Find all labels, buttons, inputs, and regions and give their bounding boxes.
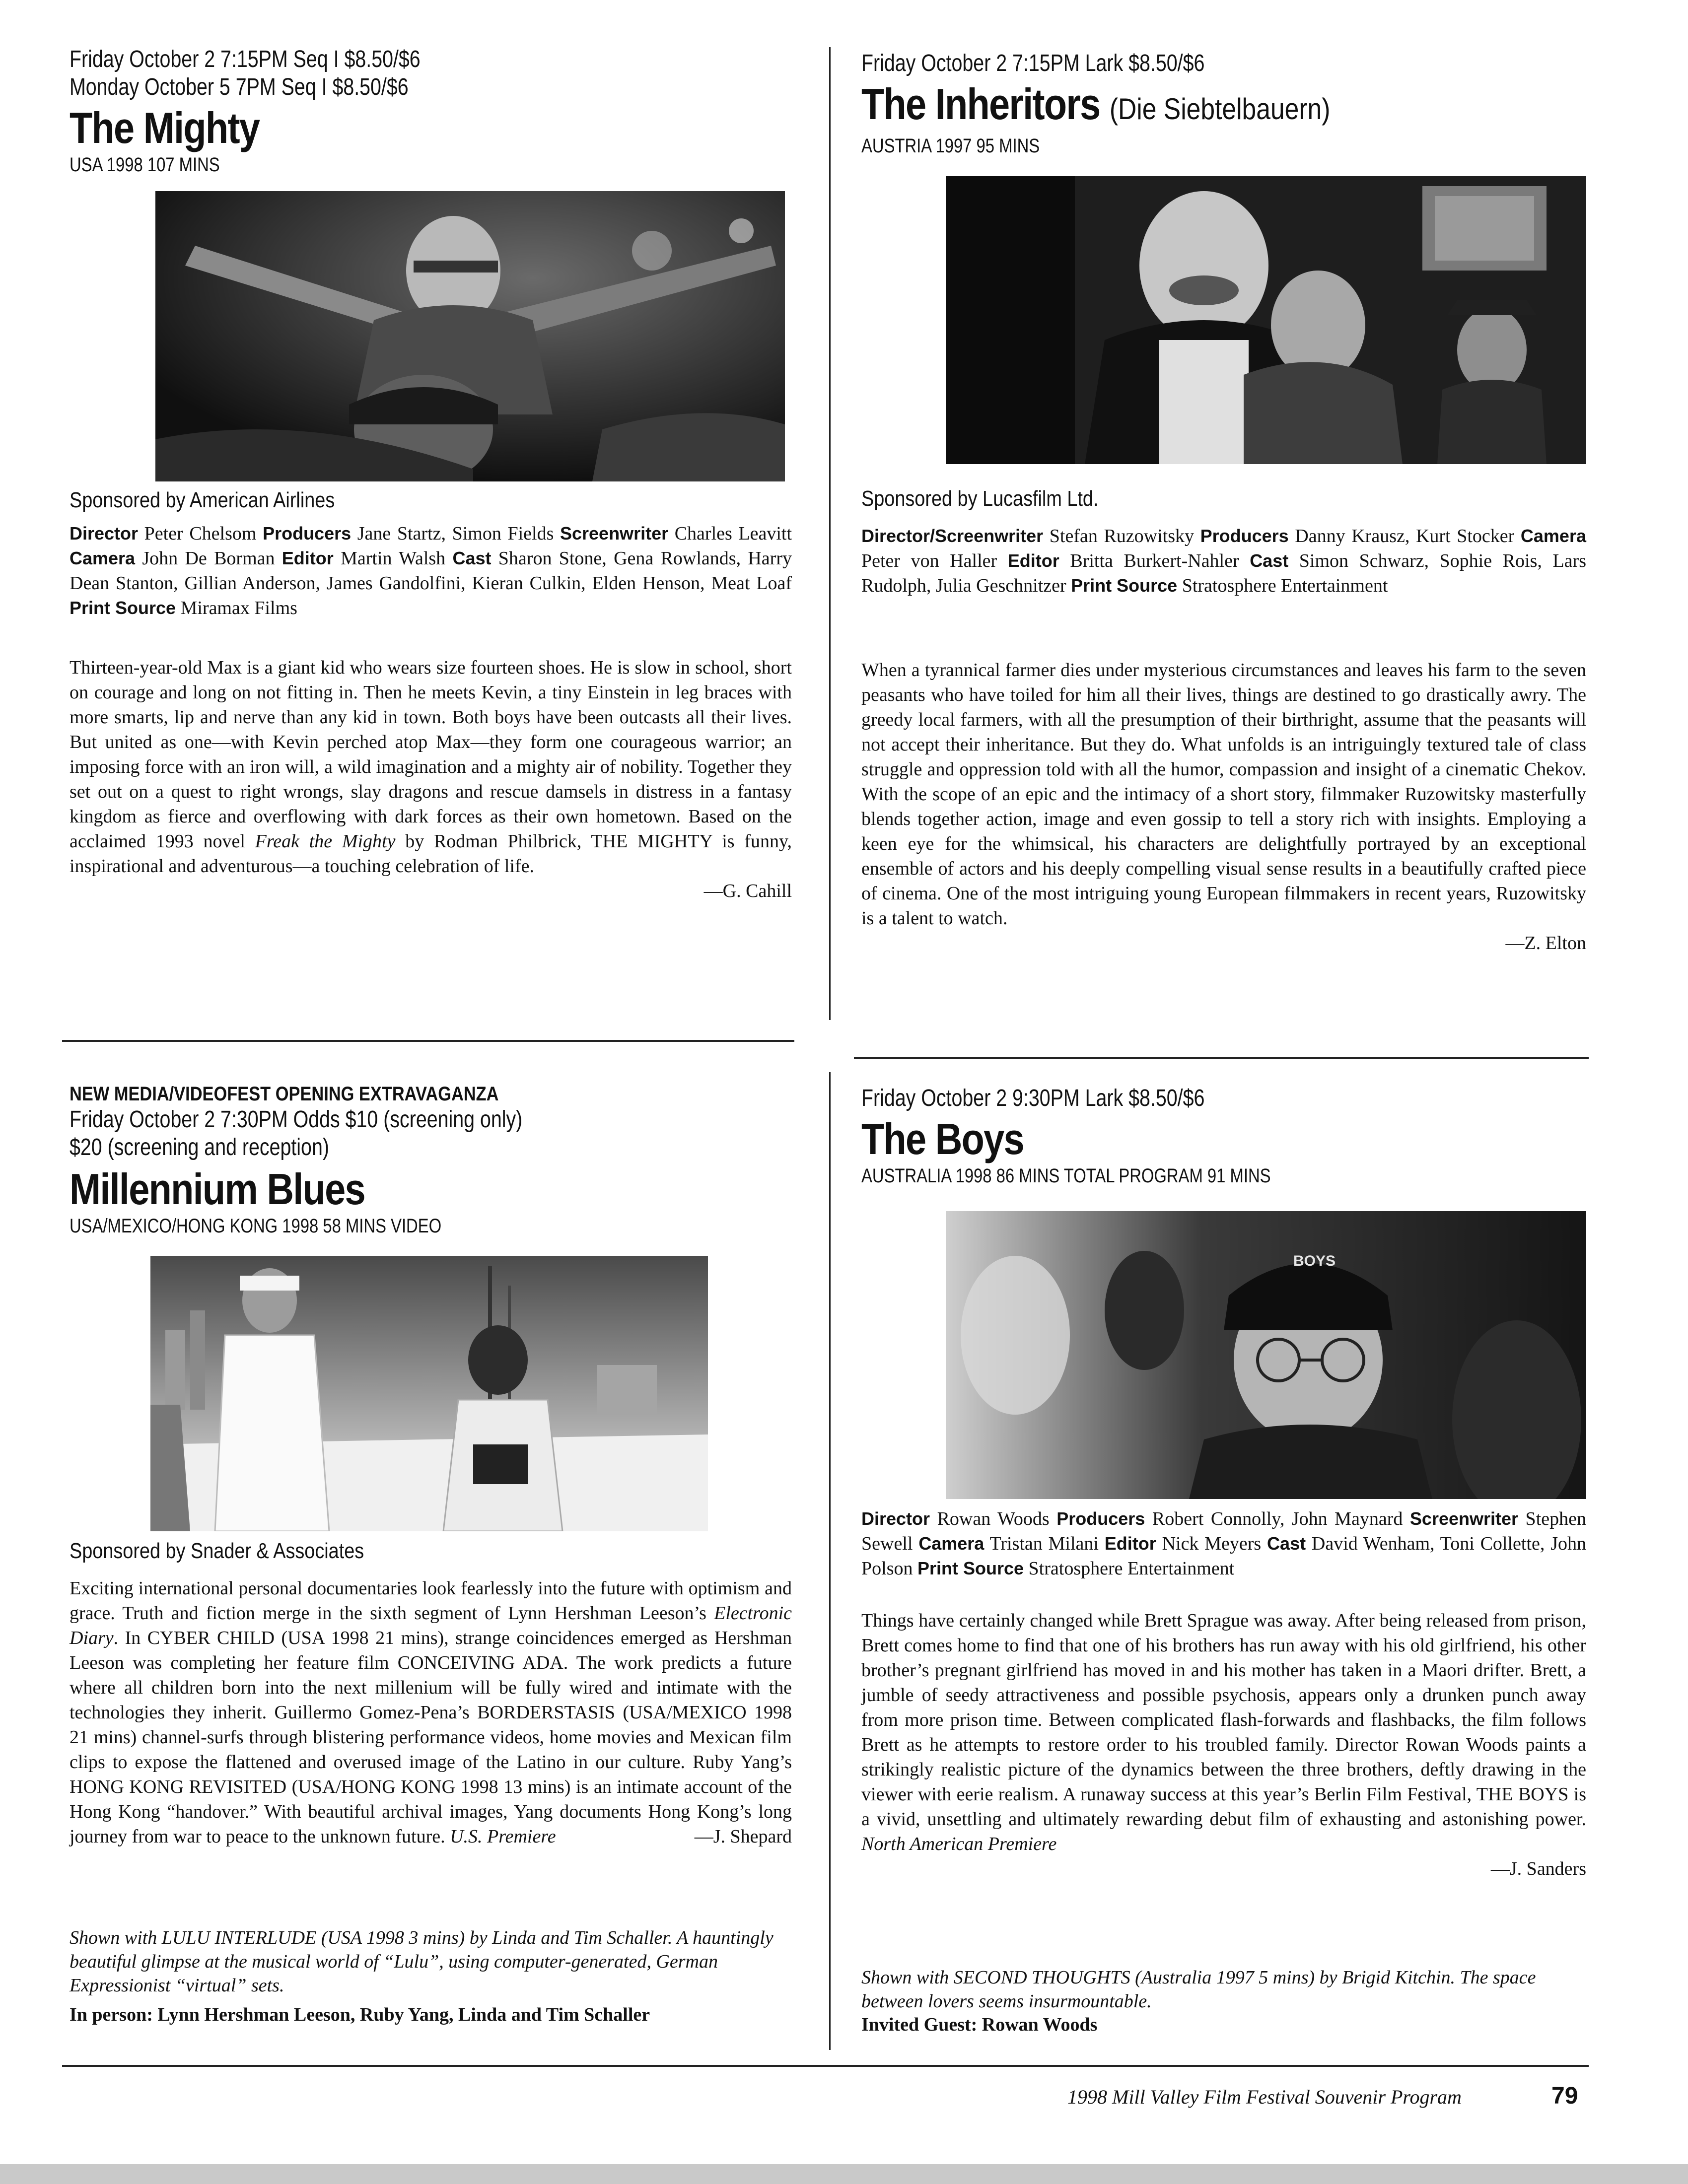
inheritors-header: [861, 50, 1586, 158]
credit-role-editor: Editor: [281, 548, 334, 568]
credit-value-director-screenwriter: Stefan Ruzowitsky: [1043, 526, 1200, 546]
mighty-synopsis-text-1: Thirteen-year-old Max is a giant kid who wears size fourteen shoes. He is slow in school, short on courage and long on not fitting in. Then he meets Kevin, a tiny Einstein in leg braces with more smarts, lip and nerve than any kid in town. Both boys have been outcasts all their lives. But united as one—with Kevin perched atop Max—they form one courageous warrior; an imposing force with an iron will, a wild imagination and a mighty air of nobility. Together they set out on a quest to right wrongs, slay dragons and rescue damsels in distress in a fantasy kingdom as fierce and overflowing with dark forces as their own hometown. Based on the acclaimed 1993 novel: [70, 657, 792, 852]
mighty-still: [155, 191, 785, 481]
credit-role-director-screenwriter: Director/Screenwriter: [861, 526, 1044, 546]
boys-synopsis: [861, 1608, 1586, 1881]
millennium-kicker: NEW MEDIA/VIDEOFEST OPENING EXTRAVAGANZA: [70, 1083, 499, 1105]
mighty-signature: —G. Cahill: [703, 881, 792, 901]
inheritors-meta: AUSTRIA 1997 95 MINS: [861, 135, 1040, 157]
mighty-schedule-1: Friday October 2 7:15PM Seq I $8.50/$6: [70, 46, 421, 72]
credit-value-director: Rowan Woods: [930, 1508, 1057, 1529]
boys-shown-with: Shown with SECOND THOUGHTS (Australia 1997 5 mins) by Brigid Kitchin. The space between lovers seems insurmountable.: [861, 1967, 1536, 2012]
credit-value-camera: Tristan Milani: [984, 1533, 1105, 1554]
mighty-schedule-2: Monday October 5 7PM Seq I $8.50/$6: [70, 74, 409, 100]
vertical-divider-top: [829, 47, 831, 1020]
millennium-in-person: In person: Lynn Hershman Leeson, Ruby Yang, Linda and Tim Schaller: [70, 2004, 650, 2025]
scan-edge: [0, 2164, 1688, 2184]
inheritors-signature: —Z. Elton: [1505, 933, 1586, 954]
mighty-sponsor: Sponsored by American Airlines: [70, 488, 335, 512]
millennium-sponsor: Sponsored by Snader & Associates: [70, 1539, 364, 1563]
mighty-still-art: [155, 191, 785, 481]
credit-value-cast: Simon Schwarz, Sophie Rois, Lars Rudolph, Julia Geschnitzer: [861, 550, 1586, 596]
credit-role-editor: Editor: [1007, 550, 1059, 571]
credit-value-print-source: Stratosphere Entertainment: [1024, 1558, 1235, 1579]
millennium-meta: USA/MEXICO/HONG KONG 1998 58 MINS VIDEO: [70, 1215, 442, 1237]
horizontal-divider-right: [854, 1057, 1589, 1059]
credit-value-editor: Britta Burkert-Nahler: [1059, 550, 1250, 571]
inheritors-schedule: Friday October 2 7:15PM Lark $8.50/$6: [861, 50, 1205, 76]
boys-meta: AUSTRALIA 1998 86 MINS TOTAL PROGRAM 91 MINS: [861, 1165, 1271, 1187]
millennium-still: [150, 1256, 708, 1531]
millennium-premiere-note: U.S. Premiere: [450, 1826, 556, 1847]
credit-value-cast: David Wenham, Toni Collette, John Polson: [861, 1533, 1586, 1579]
footer-rule: [62, 2065, 1589, 2067]
credit-role-camera: Camera: [70, 548, 136, 568]
inheritors-credits: [861, 524, 1586, 598]
inheritors-title: [861, 79, 1485, 134]
credit-value-camera: John De Borman: [135, 548, 282, 569]
millennium-synopsis-diary-title: Electronic Diary: [70, 1603, 792, 1648]
credit-role-print-source: Print Source: [70, 598, 176, 618]
credit-value-cast: Sharon Stone, Gena Rowlands, Harry Dean Stanton, Gillian Anderson, James Gandolfini, Kieran Culkin, Elden Henson, Meat Loaf: [70, 548, 792, 594]
boys-invited-guest: Invited Guest: Rowan Woods: [861, 2014, 1098, 2035]
credit-value-print-source: Stratosphere Entertainment: [1177, 575, 1388, 596]
mighty-synopsis-book-title: Freak the Mighty: [255, 831, 396, 852]
credit-role-cast: Cast: [1250, 550, 1289, 571]
credit-role-camera: Camera: [918, 1533, 985, 1554]
millennium-shown-with: Shown with LULU INTERLUDE (USA 1998 3 mins) by Linda and Tim Schaller. A hauntingly beautiful glimpse at the musical world of “Lulu”, using computer-generated, German Expressionist “virtual” sets.: [70, 1927, 774, 1996]
inheritors-still: [946, 176, 1586, 464]
credit-role-editor: Editor: [1104, 1533, 1156, 1554]
mighty-credits: [70, 521, 792, 620]
mighty-title: The Mighty: [70, 103, 260, 152]
boys-schedule: Friday October 2 9:30PM Lark $8.50/$6: [861, 1085, 1205, 1111]
millennium-synopsis-text-1: Exciting international personal documentaries look fearlessly into the future with optimism and grace. Truth and fiction merge in the sixth segment of Lynn Hershman Leeson’s: [70, 1578, 792, 1624]
boys-title: The Boys: [861, 1114, 1024, 1163]
millennium-title: Millennium Blues: [70, 1164, 365, 1214]
credit-value-producers: Robert Connolly, John Maynard: [1145, 1508, 1410, 1529]
boys-header: [861, 1085, 1586, 1188]
millennium-synopsis-text-2: . In CYBER CHILD (USA 1998 21 mins), strange coincidences emerged as Hershman Leeson was completing her feature film CONCEIVING ADA. The work predicts a future where all children born into the next millenium will be fully wired and intimate with the technologies they inherit. Guillermo Gomez-Pena’s BORDERSTASIS (USA/MEXICO 1998 21 mins) channel-surfs through blistering performance videos, home movies and Mexican film clips to expose the flattened and overused image of the Latino in our culture. Ruby Yang’s HONG KONG REVISITED (USA/HONG KONG 1998 13 mins) is an intimate account of the Hong Kong “handover.” With beautiful archival images, Yang documents Hong Kong’s long journey from war to peace to the unknown future.: [70, 1628, 792, 1847]
credit-value-editor: Nick Meyers: [1156, 1533, 1267, 1554]
footer-program-title: 1998 Mill Valley Film Festival Souvenir Program: [1067, 2086, 1462, 2108]
credit-value-print-source: Miramax Films: [176, 598, 297, 618]
credit-value-director: Peter Chelsom: [138, 523, 263, 544]
boys-signature: —J. Sanders: [1490, 1858, 1586, 1879]
mighty-synopsis: [70, 655, 792, 903]
credit-role-cast: Cast: [1267, 1533, 1306, 1554]
horizontal-divider-left: [62, 1040, 794, 1042]
credit-role-screenwriter: Screenwriter: [1409, 1508, 1519, 1529]
inheritors-title-main: The Inheritors: [861, 79, 1100, 129]
page-number: 79: [1551, 2083, 1578, 2109]
millennium-signature: —J. Shepard: [694, 1826, 792, 1847]
credit-value-producers: Jane Startz, Simon Fields: [351, 523, 560, 544]
credit-value-camera: Peter von Haller: [861, 550, 1008, 571]
credit-role-screenwriter: Screenwriter: [560, 523, 669, 544]
credit-role-director: Director: [861, 1508, 930, 1529]
credit-role-print-source: Print Source: [917, 1558, 1024, 1578]
millennium-schedule-1: Friday October 2 7:30PM Odds $10 (screening only): [70, 1106, 523, 1133]
credit-value-editor: Martin Walsh: [333, 548, 453, 569]
credit-role-cast: Cast: [452, 548, 492, 568]
credit-role-camera: Camera: [1520, 526, 1586, 546]
millennium-still-art: [150, 1256, 708, 1531]
inheritors-synopsis-text: When a tyrannical farmer dies under mysterious circumstances and leaves his farm to the seven peasants who have toiled for him all their lives, things are destined to go drastically awry. The greedy local farmers, with all the presumption of their birthright, assume that the peasants will not accept their inheritance. But they do. What unfolds is an intriguingly textured tale of class struggle and oppression told with all the humor, compassion and insight of a cinematic Chekov. With the scope of an epic and the intimacy of a short story, filmmaker Ruzowitsky masterfully blends together action, image and even gossip to tell a story rich with insights. Employing a keen eye for the whimsical, his characters are delightfully portrayed by an exceptional ensemble of actors and his deeply compelling visual sense results in a beautifully crafted piece of cinema. One of the most intriguing young European filmmakers in recent years, Ruzowitsky is a talent to watch.: [861, 660, 1586, 929]
credit-role-producers: Producers: [1200, 526, 1289, 546]
credit-value-screenwriter: Charles Leavitt: [668, 523, 792, 544]
millennium-schedule-2: $20 (screening and reception): [70, 1134, 329, 1160]
credit-role-producers: Producers: [1056, 1508, 1145, 1529]
boys-synopsis-text: Things have certainly changed while Brett Sprague was away. After being released from prison, Brett comes home to find that one of his brothers has run away with his old girlfriend, his other brother’s pregnant girlfriend has moved in and his mother has taken in a Maori drifter. Brett, a jumble of seedy attractiveness and possible psychosis, appears only a drunken punch away from more prison time. Between complicated flash-forwards and flashbacks, the film follows Brett as he attempts to restore order to his troubled family. Director Rowan Woods paints a strikingly realistic picture of the dynamics between the three brothers, deftly drawing in the viewer with eerie realism. A runaway success at this year’s Berlin Film Festival, THE BOYS is a vivid, unsettling and ultimately rewarding debut film of exhausting and astonishing power.: [861, 1610, 1586, 1830]
credit-role-director: Director: [70, 523, 139, 544]
boys-cap-lettering: BOYS: [1293, 1253, 1336, 1269]
millennium-header: [70, 1082, 794, 1238]
mighty-meta: USA 1998 107 MINS: [70, 154, 220, 176]
inheritors-title-alt: (Die Siebtelbauern): [1109, 92, 1331, 126]
credit-role-producers: Producers: [263, 523, 352, 544]
boys-still: [946, 1211, 1586, 1499]
credit-role-print-source: Print Source: [1071, 575, 1178, 596]
inheritors-still-art: [946, 176, 1586, 464]
boys-premiere-note: North American Premiere: [861, 1834, 1057, 1854]
credit-value-screenwriter: Stephen Sewell: [861, 1508, 1586, 1554]
boys-still-art: [946, 1211, 1586, 1499]
credit-value-producers: Danny Krausz, Kurt Stocker: [1288, 526, 1521, 546]
millennium-synopsis: [70, 1576, 792, 1849]
boys-credits: [861, 1506, 1586, 1581]
vertical-divider-bottom: [829, 1072, 831, 2050]
mighty-header: [70, 46, 794, 177]
inheritors-synopsis: [861, 658, 1586, 956]
mighty-synopsis-text-2: by Rodman Philbrick, THE MIGHTY is funny, inspirational and adventurous—a touching celebration of life.: [70, 831, 792, 877]
inheritors-sponsor: Sponsored by Lucasfilm Ltd.: [861, 486, 1099, 511]
